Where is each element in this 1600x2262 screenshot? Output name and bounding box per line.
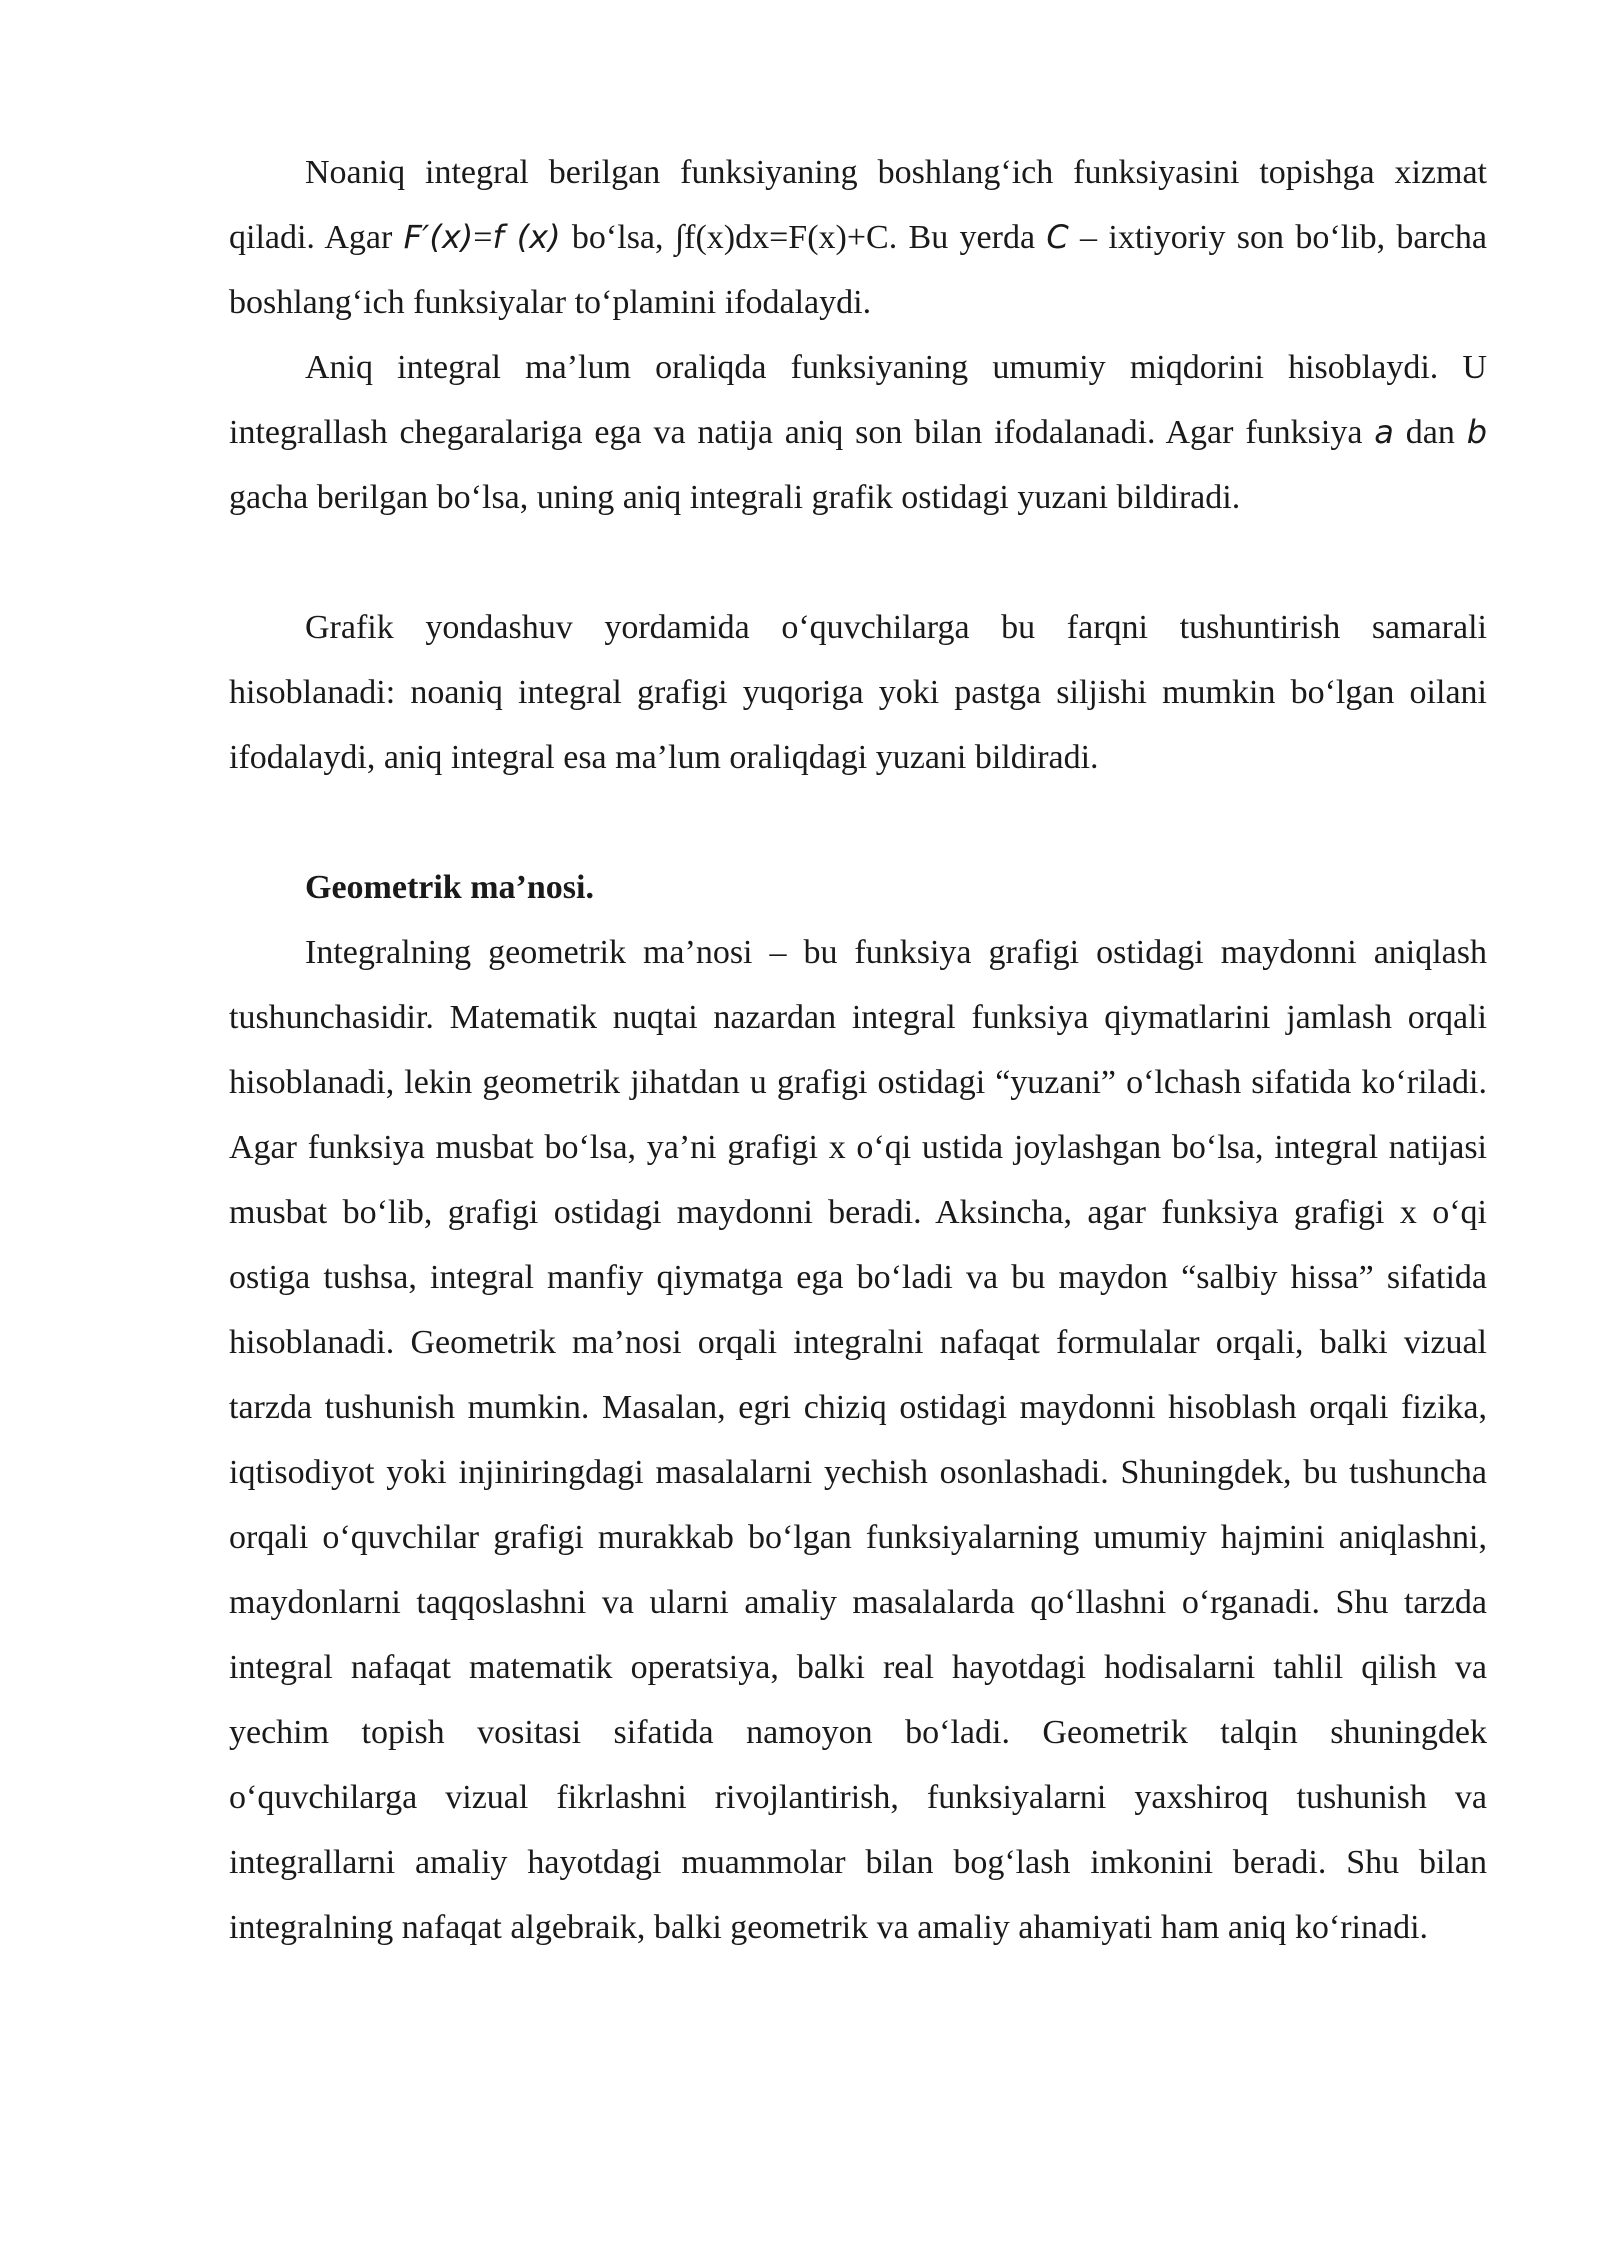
math-limit-a: a bbox=[1374, 413, 1394, 451]
section-heading-geometric-meaning: Geometrik ma’nosi. bbox=[305, 869, 594, 906]
text-segment: gacha berilgan bo‘lsa, uning aniq integrali grafik ostidagi yuzani bildiradi. bbox=[229, 479, 1241, 516]
paragraph-spacer bbox=[229, 530, 1487, 595]
document-page bbox=[229, 140, 1487, 1960]
text-segment: Aniq integral ma’lum oraliqda funksiyaning umumiy miqdorini hisoblaydi. U integrallash chegaralariga ega va natija aniq son bilan ifodalanadi. Agar funksiya bbox=[229, 349, 1487, 451]
text-segment: = bbox=[473, 219, 493, 256]
text-segment: bo‘lsa, ∫f(x)dx=F(x)+C. Bu yerda bbox=[560, 219, 1047, 256]
text-segment: – ixtiyoriy son bo‘lib, barcha boshlang‘ich funksiyalar to‘plamini ifodalaydi. bbox=[229, 219, 1487, 321]
paragraph-spacer bbox=[229, 790, 1487, 855]
paragraph-definite-integral bbox=[229, 335, 1487, 530]
paragraph-indefinite-integral bbox=[229, 140, 1487, 335]
math-limit-b: b bbox=[1466, 413, 1488, 451]
paragraph-geometric-meaning: Integralning geometrik ma’nosi – bu funksiya grafigi ostidagi maydonni aniqlash tushunchasidir. Matematik nuqtai nazardan integral funksiya qiymatlarini jamlash orqali hisoblanadi, lekin geometrik jihatdan u grafigi ostidagi “yuzani” o‘lchash sifatida ko‘riladi. Agar funksiya musbat bo‘lsa, ya’ni grafigi x o‘qi ustida joylashgan bo‘lsa, integral natijasi musbat bo‘lib, grafigi ostidagi maydonni beradi. Aksincha, agar funksiya grafigi x o‘qi ostiga tushsa, integral manfiy qiymatga ega bo‘ladi va bu maydon “salbiy hissa” sifatida hisoblanadi. Geometrik ma’nosi orqali integralni nafaqat formulalar orqali, balki vizual tarzda tushunish mumkin. Masalan, egri chiziq ostidagi maydonni hisoblash orqali fizika, iqtisodiyot yoki injiniringdagi masalalarni yechish osonlashadi. Shuningdek, bu tushuncha orqali o‘quvchilar grafigi murakkab bo‘lgan funksiyalarning umumiy hajmini aniqlashni, maydonlarni taqqoslashni va ularni amaliy masalalarda qo‘llashni o‘rganadi. Shu tarzda integral nafaqat matematik operatsiya, balki real hayotdagi hodisalarni tahlil qilish va yechim topish vositasi sifatida namoyon bo‘ladi. Geometrik talqin shuningdek o‘quvchilarga vizual fikrlashni rivojlantirish, funksiyalarni yaxshiroq tushunish va integrallarni amaliy hayotdagi muammolar bilan bog‘lash imkonini beradi. Shu bilan integralning nafaqat algebraik, balki geometrik va amaliy ahamiyati ham aniq ko‘rinadi. bbox=[229, 934, 1487, 1946]
math-derivative-F: F′(x) bbox=[403, 218, 474, 256]
text-segment: dan bbox=[1393, 414, 1467, 451]
math-constant-C: C bbox=[1046, 218, 1069, 256]
text-segment: Noaniq integral berilgan funksiyaning boshlang‘ich funksiyasini topishga xizmat qiladi. Agar bbox=[229, 154, 1487, 256]
math-function-f: f (x) bbox=[492, 218, 561, 256]
paragraph-graphic-approach: Grafik yondashuv yordamida o‘quvchilarga bu farqni tushuntirish samarali hisoblanadi: noaniq integral grafigi yuqoriga yoki pastga siljishi mumkin bo‘lgan oilani ifodalaydi, aniq integral esa ma’lum oraliqdagi yuzani bildiradi. bbox=[229, 609, 1487, 776]
